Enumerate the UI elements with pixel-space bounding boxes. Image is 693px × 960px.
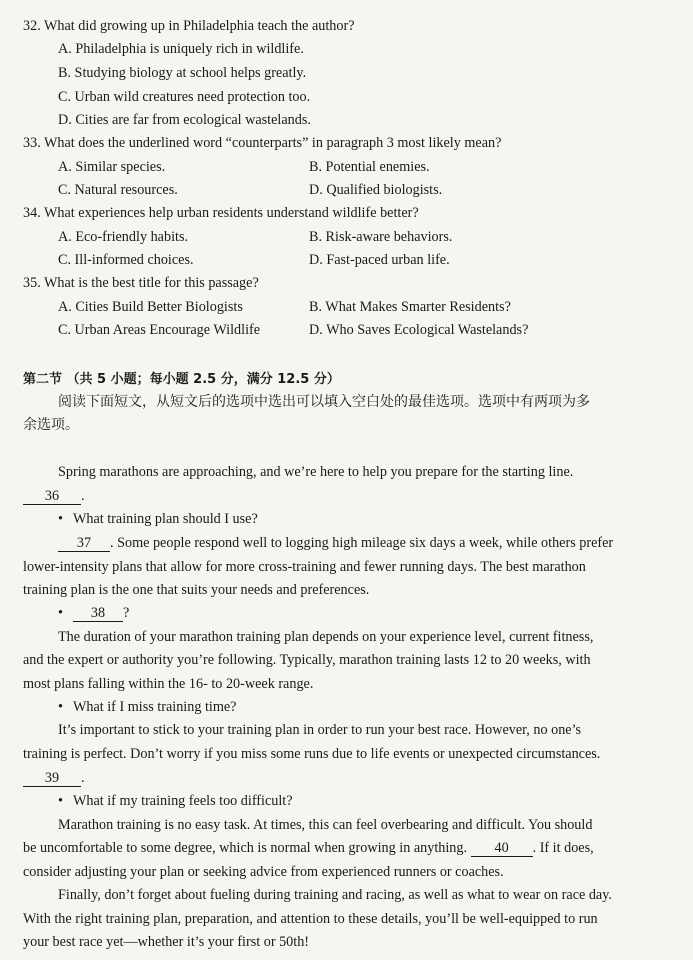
question-35-option-b: B. What Makes Smarter Residents? — [309, 299, 511, 315]
blank-36: 36 — [23, 489, 81, 505]
question-32-option-b: B. Studying biology at school helps greatly. — [58, 65, 307, 81]
passage-line-7: most plans falling within the 16- to 20-week range. — [23, 676, 314, 692]
blank-39-line — [23, 770, 85, 787]
passage-line-6: and the expert or authority you’re following. Typically, marathon training lasts 12 to 20 weeks, with — [23, 652, 591, 668]
blank-38: 38 — [73, 606, 123, 622]
question-33-option-c: C. Natural resources. — [58, 182, 178, 198]
passage-line-8: It’s important to stick to your training plan in order to run your best race. However, no one’s — [58, 722, 582, 738]
passage-line-11-text-b: . If it does, — [532, 840, 594, 856]
section-instructions-line-2: 余选项。 — [23, 417, 79, 433]
question-33-option-b: B. Potential enemies. — [309, 159, 430, 175]
passage-line-11-text-a: be uncomfortable to some degree, which is normal when growing in anything. — [23, 840, 468, 856]
passage-line-12: consider adjusting your plan or seeking advice from experienced runners or coaches. — [23, 864, 504, 880]
passage-line-11 — [23, 840, 594, 857]
question-33-stem: 33. What does the underlined word “counterparts” in paragraph 3 most likely mean? — [23, 135, 502, 151]
question-34-option-d: D. Fast-paced urban life. — [309, 252, 450, 268]
question-34-stem: 34. What experiences help urban residents understand wildlife better? — [23, 205, 419, 221]
question-34-option-a: A. Eco-friendly habits. — [58, 229, 189, 245]
question-32-option-a: A. Philadelphia is uniquely rich in wildlife. — [58, 41, 304, 57]
question-35-stem: 35. What is the best title for this passage? — [23, 275, 259, 291]
passage-line-14: With the right training plan, preparation, and attention to these details, you’ll be well-equipped to run — [23, 911, 598, 927]
blank-36-period: . — [81, 488, 85, 504]
question-32-option-d: D. Cities are far from ecological wastelands. — [58, 112, 311, 128]
question-34-option-b: B. Risk-aware behaviors. — [309, 229, 453, 245]
subheading-too-difficult: • What if my training feels too difficult? — [58, 793, 293, 810]
passage-line-3: lower-intensity plans that allow for more cross-training and fewer running days. The best marathon — [23, 559, 586, 575]
blank-36-line — [23, 488, 85, 505]
passage-line-4: training plan is the one that suits your needs and preferences. — [23, 582, 370, 598]
question-35-option-c: C. Urban Areas Encourage Wildlife — [58, 322, 261, 338]
blank-40: 40 — [471, 841, 533, 857]
question-33-option-d: D. Qualified biologists. — [309, 182, 443, 198]
passage-line-15: your best race yet—whether it’s your first or 50th! — [23, 934, 310, 950]
passage-line-9: training is perfect. Don’t worry if you miss some runs due to life events or unexpected circumstances. — [23, 746, 601, 762]
question-34-option-c: C. Ill-informed choices. — [58, 252, 194, 268]
blank-39: 39 — [23, 771, 81, 787]
subheading-38 — [58, 605, 129, 622]
question-33-option-a: A. Similar species. — [58, 159, 166, 175]
passage-line-5: The duration of your marathon training plan depends on your experience level, current fitness, — [58, 629, 594, 645]
question-35-option-a: A. Cities Build Better Biologists — [58, 299, 243, 315]
question-32-option-c: C. Urban wild creatures need protection too. — [58, 89, 311, 105]
passage-line-10: Marathon training is no easy task. At times, this can feel overbearing and difficult. You should — [58, 817, 593, 833]
blank-38-question-mark: ? — [122, 605, 130, 621]
section-instructions-line-1: 阅读下面短文，从短文后的选项中选出可以填入空白处的最佳选项。选项中有两项为多 — [58, 394, 590, 410]
question-35-option-d: D. Who Saves Ecological Wastelands? — [309, 322, 529, 338]
passage-line-2-text: . Some people respond well to logging high mileage six days a week, while others prefer — [110, 535, 614, 551]
question-32-stem: 32. What did growing up in Philadelphia teach the author? — [23, 18, 355, 34]
blank-39-period: . — [81, 770, 85, 786]
passage-line-2 — [58, 535, 613, 552]
passage-line-13: Finally, don’t forget about fueling during training and racing, as well as what to wear on race day. — [58, 887, 612, 903]
section-heading: 第二节 （共 5 小题；每小题 2.5 分，满分 12.5 分） — [23, 372, 340, 387]
subheading-miss-training: • What if I miss training time? — [58, 699, 236, 716]
subheading-training-plan: • What training plan should I use? — [58, 511, 258, 528]
blank-37: 37 — [58, 536, 110, 552]
passage-line-1: Spring marathons are approaching, and we’re here to help you prepare for the starting line. — [58, 464, 574, 480]
